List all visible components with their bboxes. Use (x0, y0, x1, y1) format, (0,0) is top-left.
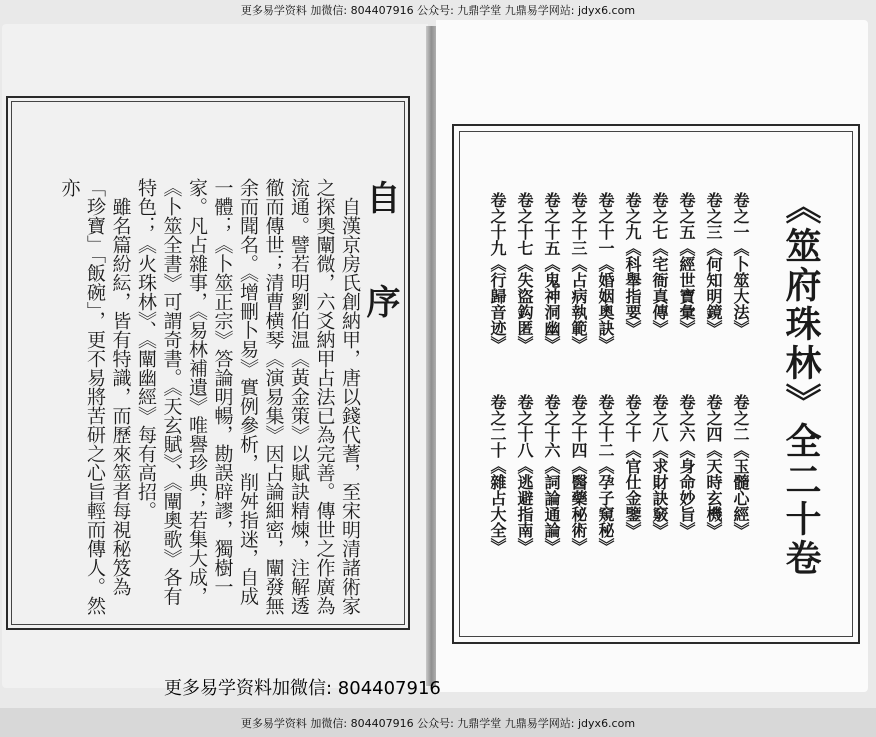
volume-entry: 卷之十六《詞論通論》 (542, 394, 561, 554)
volume-entry: 卷之十七《失盜鈎匿》 (515, 192, 534, 352)
top-watermark-banner: 更多易学资料 加微信: 804407916 公众号: 九鼎学堂 九鼎易学网站: jdyx6.com (240, 4, 636, 17)
book-contents-title: 《筮府珠林》全二十卷 (780, 188, 822, 578)
volume-entry: 卷之十五《鬼神洞幽》 (542, 192, 561, 352)
volume-entry: 卷之十《官仕金鑒》 (623, 394, 642, 538)
bottom-watermark-banner: 更多易学资料 加微信: 804407916 公众号: 九鼎学堂 九鼎易学网站: jdyx6.com (240, 717, 636, 730)
volume-entry: 卷之四《天時玄機》 (704, 394, 723, 538)
preface-title: 自序 (360, 180, 400, 388)
volume-entry: 卷之一《卜筮大法》 (731, 192, 750, 336)
preface-paragraph-1: 自漢京房氏創納甲，唐以錢代蓍，至宋明清諸術家之探奧闡微，六爻納甲占法已為完善。傳世之作廣為流通。譬若明劉伯温《黃金策》以賦訣精煉，注解透徹而傳世；清曹横琴《演易集》因占論細密，闡發無余而聞名。《增刪卜易》實例參析，削舛指迷，自成一體；《卜筮正宗》答論明暢，勘誤辟謬，獨樹一家。凡占雜事，《易林補遺》唯譽珍典；若集大成，《卜筮全書》可謂奇書。《天玄賦》、《闡奧歌》各有特色；《火珠林》、《闡幽經》每有高招。 (135, 178, 361, 615)
volume-entry: 卷之十二《孕子窺秘》 (596, 394, 615, 554)
volume-entry: 卷之八《求財訣竅》 (650, 394, 669, 538)
volume-entry: 卷之十一《婚姻奧訣》 (596, 192, 615, 352)
volume-entry: 卷之七《宅衙真傳》 (650, 192, 669, 336)
volume-entry: 卷之十四《醫藥秘術》 (569, 394, 588, 554)
preface-paragraph-2: 雖名篇紛紜，皆有特識，而歷來筮者每視秘笈為「珍寶」「飯碗」，更不易將苦研之心旨輕而傳人。然亦 (58, 178, 132, 615)
volume-entry: 卷之十三《占病執範》 (569, 192, 588, 352)
preface-body (58, 178, 362, 618)
volume-entry: 卷之十九《行歸音迹》 (488, 192, 507, 352)
volume-entry: 卷之三《何知明鏡》 (704, 192, 723, 336)
volume-entry: 卷之十八《逃避指南》 (515, 394, 534, 554)
volume-entry: 卷之九《科舉指要》 (623, 192, 642, 336)
contact-watermark: 更多易学资料加微信: 804407916 (164, 678, 441, 699)
book-spread (0, 20, 876, 699)
volume-entry: 卷之二《玉髓心經》 (731, 394, 750, 538)
volume-entry: 卷之五《經世寶彙》 (677, 192, 696, 336)
volume-entry: 卷之六《身命妙旨》 (677, 394, 696, 538)
volume-entry: 卷之二十《雜占大全》 (488, 394, 507, 554)
